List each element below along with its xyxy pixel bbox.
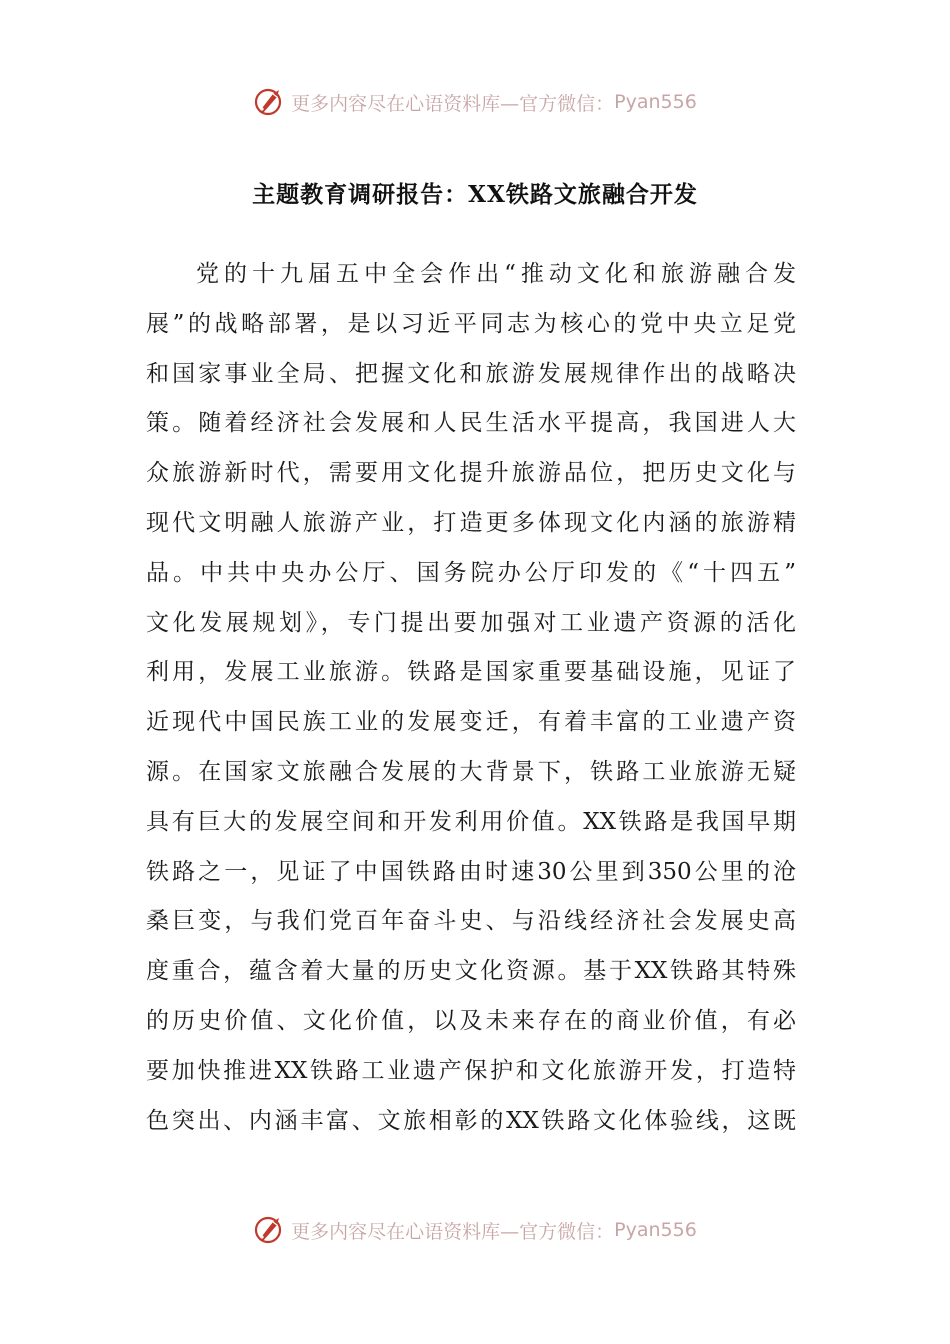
body-line: 桑巨变，与我们党百年奋斗史、与沿线经济社会发展史高 (146, 908, 796, 935)
body-line: 要加快推进XX铁路工业遗产保护和文化旅游开发，打造特 (146, 1057, 796, 1084)
pen-nib-logo-icon (253, 1213, 287, 1247)
body-line: 众旅游新时代，需要用文化提升旅游品位，把历史文化与 (146, 460, 796, 487)
body-line: 展”的战略部署，是以习近平同志为核心的党中央立足党 (146, 310, 796, 337)
body-line: 现代文明融人旅游产业，打造更多体现文化内涵的旅游精 (146, 509, 796, 536)
document-body (146, 250, 796, 1146)
body-line: 源。在国家文旅融合发展的大背景下，铁路工业旅游无疑 (146, 758, 796, 785)
body-line: 文化发展规划》，专门提出要加强对工业遗产资源的活化 (146, 609, 796, 636)
body-line: 党的十九届五中全会作出“推动文化和旅游融合发 (196, 261, 796, 287)
watermark-wechat-id: Pyan556 (614, 91, 697, 113)
header-watermark (0, 80, 950, 124)
body-line: 利用，发展工业旅游。铁路是国家重要基础设施，见证了 (146, 659, 796, 686)
body-line: 策。随着经济社会发展和人民生活水平提高，我国进人大 (146, 410, 796, 437)
body-line: 铁路之一，见证了中国铁路由时速30公里到350公里的沧 (146, 858, 796, 885)
pen-nib-logo-icon (253, 85, 287, 119)
body-line: 度重合，蕴含着大量的历史文化资源。基于XX铁路其特殊 (146, 958, 796, 985)
body-line: 近现代中国民族工业的发展变迁，有着丰富的工业遗产资 (146, 709, 796, 736)
document-title: 主题教育调研报告：XX铁路文旅融合开发 (252, 181, 698, 208)
body-line: 和国家事业全局、把握文化和旅游发展规律作出的战略决 (146, 360, 796, 387)
body-line: 色突出、内涵丰富、文旅相彰的XX铁路文化体验线，这既 (146, 1107, 796, 1134)
watermark-text: 更多内容尽在心语资料库—官方微信： (291, 92, 615, 115)
body-line: 具有巨大的发展空间和开发利用价值。XX铁路是我国早期 (146, 808, 796, 835)
watermark-text: 更多内容尽在心语资料库—官方微信： (291, 1220, 615, 1243)
watermark-wechat-id: Pyan556 (614, 1219, 697, 1241)
body-line: 的历史价值、文化价值，以及未来存在的商业价值，有必 (146, 1007, 796, 1034)
footer-watermark (0, 1208, 950, 1252)
body-line: 品。中共中央办公厅、国务院办公厅印发的《“十四五” (146, 559, 796, 586)
